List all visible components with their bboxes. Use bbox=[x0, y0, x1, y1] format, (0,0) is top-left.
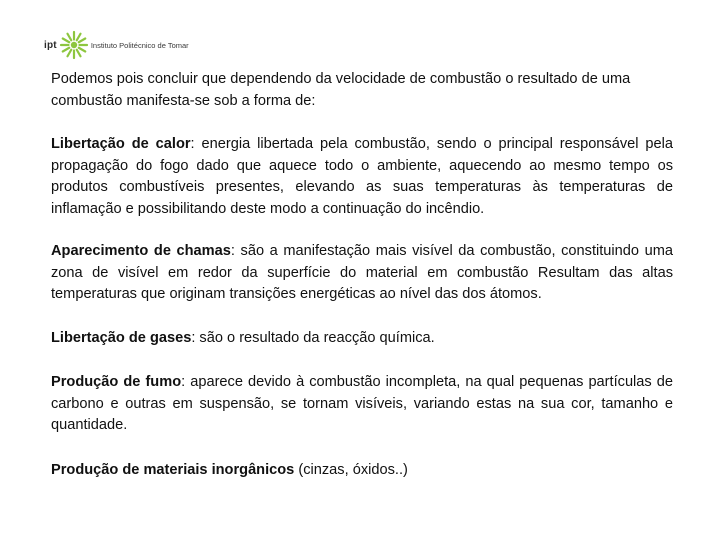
logo-ray bbox=[79, 48, 86, 52]
logo-ray bbox=[77, 34, 81, 40]
logo-ray bbox=[63, 48, 69, 52]
item-flames bbox=[51, 241, 673, 306]
logo-institution-name: Instituto Politécnico de Tomar bbox=[90, 40, 189, 50]
intro-paragraph: Podemos pois concluir que dependendo da velocidade de combustão o resultado de uma combustão manifesta-se sob a forma de: bbox=[51, 71, 631, 109]
sun-burst-icon bbox=[59, 30, 89, 60]
logo-abbreviation: ipt bbox=[44, 39, 57, 51]
item-heat-release bbox=[51, 134, 673, 220]
logo-ray bbox=[77, 50, 81, 57]
institution-logo bbox=[44, 31, 189, 59]
slide-content bbox=[51, 69, 673, 481]
item-description: : energia libertada pela combustão, sendo o principal responsável pela propagação do fogo dado que aquece todo o ambiente, aquecendo ao mesmo tempo os produtos combustíveis presentes, elevando as suas temperaturas às temperaturas de inflamação e possibilitando deste modo a continuação do incêndio. bbox=[51, 136, 673, 217]
logo-ray bbox=[67, 34, 71, 40]
logo-ray bbox=[67, 50, 71, 57]
item-term: Libertação de gases bbox=[51, 329, 192, 346]
item-gas-release bbox=[51, 328, 673, 350]
logo-ray bbox=[79, 39, 86, 43]
item-term: Aparecimento de chamas bbox=[51, 243, 231, 259]
item-description: : são o resultado da reacção química. bbox=[191, 329, 435, 346]
item-term: Produção de fumo bbox=[51, 374, 182, 390]
item-smoke-production bbox=[51, 372, 673, 437]
item-description: : são a manifestação mais visível da combustão, constituindo uma zona de visível em redor da superfície do material em combustão Resultam das altas temperaturas que originam transições energéticas ao nível das dos átomos. bbox=[51, 243, 673, 302]
item-term: Produção de materiais inorgânicos bbox=[51, 461, 295, 478]
logo-ray bbox=[63, 39, 69, 43]
item-description: (cinzas, óxidos..) bbox=[294, 461, 408, 478]
item-inorganic-materials bbox=[51, 460, 673, 482]
item-term: Libertação de calor bbox=[51, 136, 191, 152]
item-description: : aparece devido à combustão incompleta, na qual pequenas partículas de carbono e outras em suspensão, se tornam visíveis, variando estas na sua cor, tamanho e quantidade. bbox=[51, 374, 673, 433]
